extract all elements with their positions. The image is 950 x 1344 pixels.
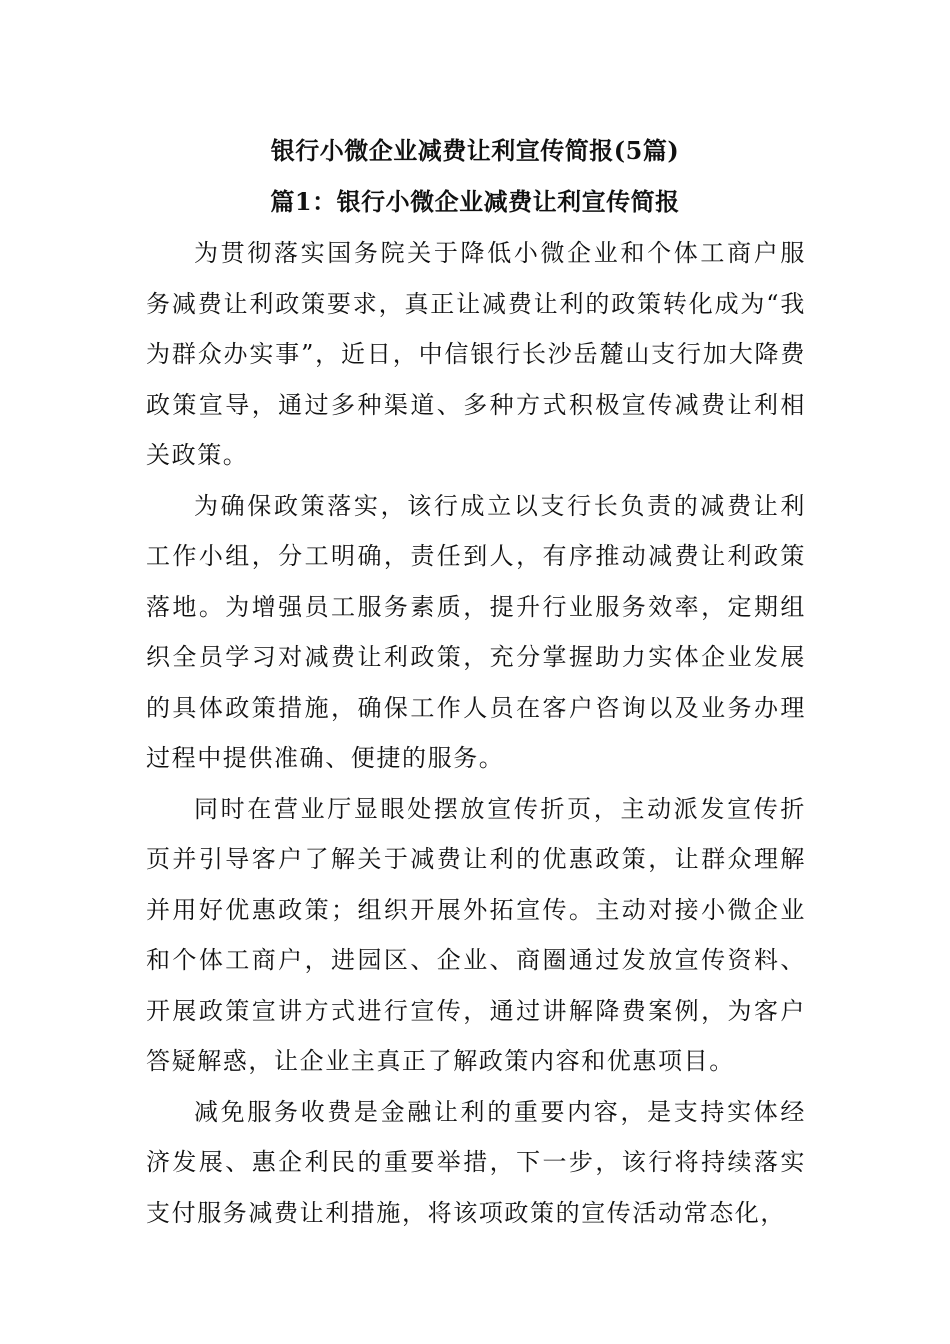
paragraph-4: 减免服务收费是金融让利的重要内容，是支持实体经济发展、惠企利民的重要举措，下一步，该行将持续落实支付服务减费让利措施，将该项政策的宣传活动常态化， bbox=[146, 1097, 806, 1227]
document-body bbox=[146, 228, 806, 1238]
paragraph-3: 同时在营业厅显眼处摆放宣传折页，主动派发宣传折页并引导客户了解关于减费让利的优惠政策，让群众理解并用好优惠政策；组织开展外拓宣传。主动对接小微企业和个体工商户，进园区、企业、商圈通过发放宣传资料、开展政策宣讲方式进行宣传，通过讲解降费案例，为客户答疑解惑，让企业主真正了解政策内容和优惠项目。 bbox=[146, 794, 806, 1075]
section-title: 篇1：银行小微企业减费让利宣传简报 bbox=[270, 187, 680, 216]
paragraph-1: 为贯彻落实国务院关于降低小微企业和个体工商户服务减费让利政策要求，真正让减费让利的政策转化成为“我为群众办实事”，近日，中信银行长沙岳麓山支行加大降费政策宣导，通过多种渠道、多种方式积极宣传减费让利相关政策。 bbox=[146, 239, 806, 469]
document-title: 银行小微企业减费让利宣传简报(5篇) bbox=[270, 136, 680, 165]
paragraph-2: 为确保政策落实，该行成立以支行长负责的减费让利工作小组，分工明确，责任到人，有序推动减费让利政策落地。为增强员工服务素质，提升行业服务效率，定期组织全员学习对减费让利政策，充分掌握助力实体企业发展的具体政策措施，确保工作人员在客户咨询以及业务办理过程中提供准确、便捷的服务。 bbox=[146, 491, 806, 772]
